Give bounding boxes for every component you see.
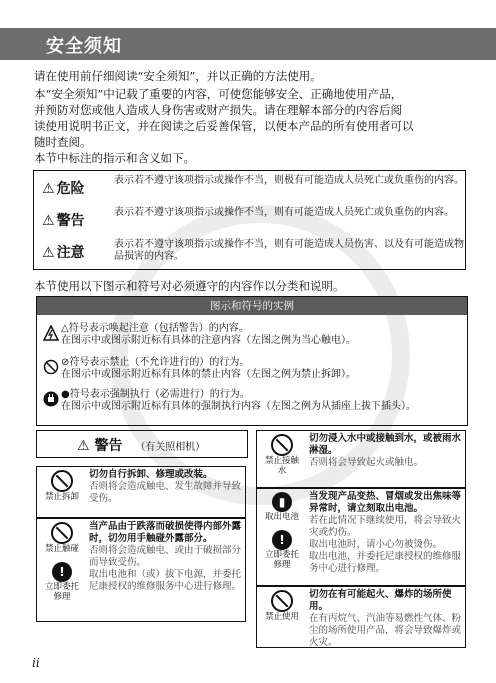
definition-caution [34, 236, 465, 268]
definition-danger [34, 172, 465, 204]
card-overheating [256, 488, 466, 586]
card-title: 切勿在有可能起火、爆炸的场所使用。 [309, 589, 452, 612]
card-broken-product [36, 518, 246, 622]
card-title: 切勿自行拆卸、修理或改装。 [89, 469, 213, 480]
card-body: 取出电池和（或）拔下电源，并委托尼康授权的维修服务中心进行修理。 [89, 569, 242, 592]
card-body: 若在此情况下继续使用，将会导致火灾或灼伤。 [309, 515, 462, 538]
intro-paragraph-2b: 并预防对您或他人造成人身伤害或财产损失。请在理解本部分的内容后阅 [34, 103, 402, 117]
example-line1: △符号表示唤起注意（包括警告）的内容。 [61, 323, 249, 334]
card-no-disassemble [36, 466, 246, 518]
example-line1: ●符号表示强制执行（必需进行）的行为。 [61, 389, 250, 400]
page-title: 安全须知 [46, 36, 122, 57]
no-disassemble-icon [43, 359, 59, 375]
intro-paragraph-1: 请在使用前仔细阅读“安全须知”，并以正确的方法使用。 [34, 69, 322, 83]
example-row-caution [43, 323, 461, 355]
card-body: 否则将会造成触电、发生故障并导致受伤。 [89, 481, 242, 504]
no-water-icon [271, 434, 293, 456]
definition-label: 危险 [56, 181, 85, 197]
warning-triangle-icon: ⚠ [42, 245, 55, 261]
card-no-water [256, 430, 466, 488]
intro-paragraph-3: 本节中标注的指示和含义如下。 [34, 151, 195, 165]
definition-warning [34, 204, 465, 236]
definition-label: 注意 [56, 245, 85, 261]
warning-heading [36, 430, 248, 458]
card-body: 否则将会导致起火或触电。 [309, 457, 424, 468]
icon-label: 禁止触碰 [44, 544, 79, 554]
definition-text: 表示若不遵守该项指示或操作不当，则有可能造成人员死亡或负重伤的内容。 [114, 207, 454, 218]
example-line1: ⊘符号表示禁止（不允许进行的）的行为。 [61, 357, 250, 368]
card-body: 取出电池，并委托尼康授权的维修服务中心进行修理。 [309, 551, 462, 574]
repair-exclamation-icon: ! [272, 530, 292, 550]
battery-remove-icon: ▮ [272, 492, 292, 512]
example-line2: 在图示中或图示附近标有具体的强制执行内容（左图之例为从插座上拔下插头）。 [61, 401, 416, 412]
example-line2: 在图示中或图示附近标有具体的注意内容（左图之例为当心触电）。 [61, 335, 356, 346]
card-title: 当发现产品变热、冒烟或发出焦味等异常时，请立刻取出电池。 [309, 491, 462, 514]
unplug-icon [43, 391, 59, 407]
warning-subtitle: （有关照相机） [135, 442, 206, 453]
icon-label: 立即委托修理 [264, 550, 299, 570]
intro-paragraph-2c: 读使用说明书正文，并在阅读之后妥善保管，以便本产品的所有使用者可以 [34, 119, 414, 133]
icon-label: 禁止接触水 [265, 456, 300, 476]
card-title: 切勿浸入水中或接触到水，或被雨水淋湿。 [309, 433, 462, 456]
no-touch-icon [51, 522, 73, 544]
page-number: ii [32, 656, 40, 670]
section-intro: 本节使用以下图示和符号对必须遵守的内容作以分类和说明。 [34, 279, 345, 293]
definition-text: 表示若不遵守该项指示或操作不当，则有可能造成人员伤害、以及有可能造成物品损害的内容。 [114, 239, 464, 262]
repair-exclamation-icon: ! [52, 562, 72, 582]
warning-triangle-icon: ⚠ [77, 438, 90, 454]
symbol-examples-box [36, 296, 468, 426]
intro-paragraph-2a: 本“安全须知”中记载了重要的内容，可使您能够安全、正确地使用产品， [34, 87, 403, 101]
examples-header: 图示和符号的实例 [37, 297, 467, 315]
icon-label: 禁止拆卸 [44, 492, 79, 502]
card-body: 否则将会造成触电、或由于破损部分而导致受伤。 [89, 545, 242, 568]
warning-triangle-icon: ⚠ [42, 213, 55, 229]
definition-text: 表示若不遵守该项指示或操作不当，则极有可能造成人员死亡或负重伤的内容。 [114, 175, 464, 186]
definition-label: 警告 [56, 213, 85, 229]
icon-label: 取出电池 [264, 512, 299, 522]
example-line2: 在图示中或图示附近标有具体的禁止内容（左图之例为禁止拆卸）。 [61, 369, 356, 380]
definitions-box [33, 170, 466, 270]
intro-paragraph-2d: 随时查阅。 [34, 135, 92, 149]
warning-triangle-icon: ⚠ [42, 181, 55, 197]
no-disassemble-icon [51, 470, 73, 492]
electric-shock-icon [43, 325, 59, 341]
card-title: 当产品由于跌落而破损使得内部外露时，切勿用手触碰外露部分。 [89, 521, 242, 544]
title-bar [0, 28, 496, 60]
card-body: 在有丙烷气、汽油等易燃性气体、粉尘的场所使用产品，将会导致爆炸或火灾。 [309, 613, 462, 648]
card-body: 取出电池时，请小心勿被烫伤。 [309, 539, 443, 550]
warning-label: 警告 [94, 438, 123, 454]
card-explosive-area [256, 586, 466, 648]
no-use-icon [271, 590, 293, 612]
icon-label: 禁止使用 [264, 612, 299, 622]
example-row-prohibit [43, 357, 461, 389]
example-row-mandatory [43, 389, 461, 421]
icon-label: 立即委托修理 [44, 582, 79, 602]
